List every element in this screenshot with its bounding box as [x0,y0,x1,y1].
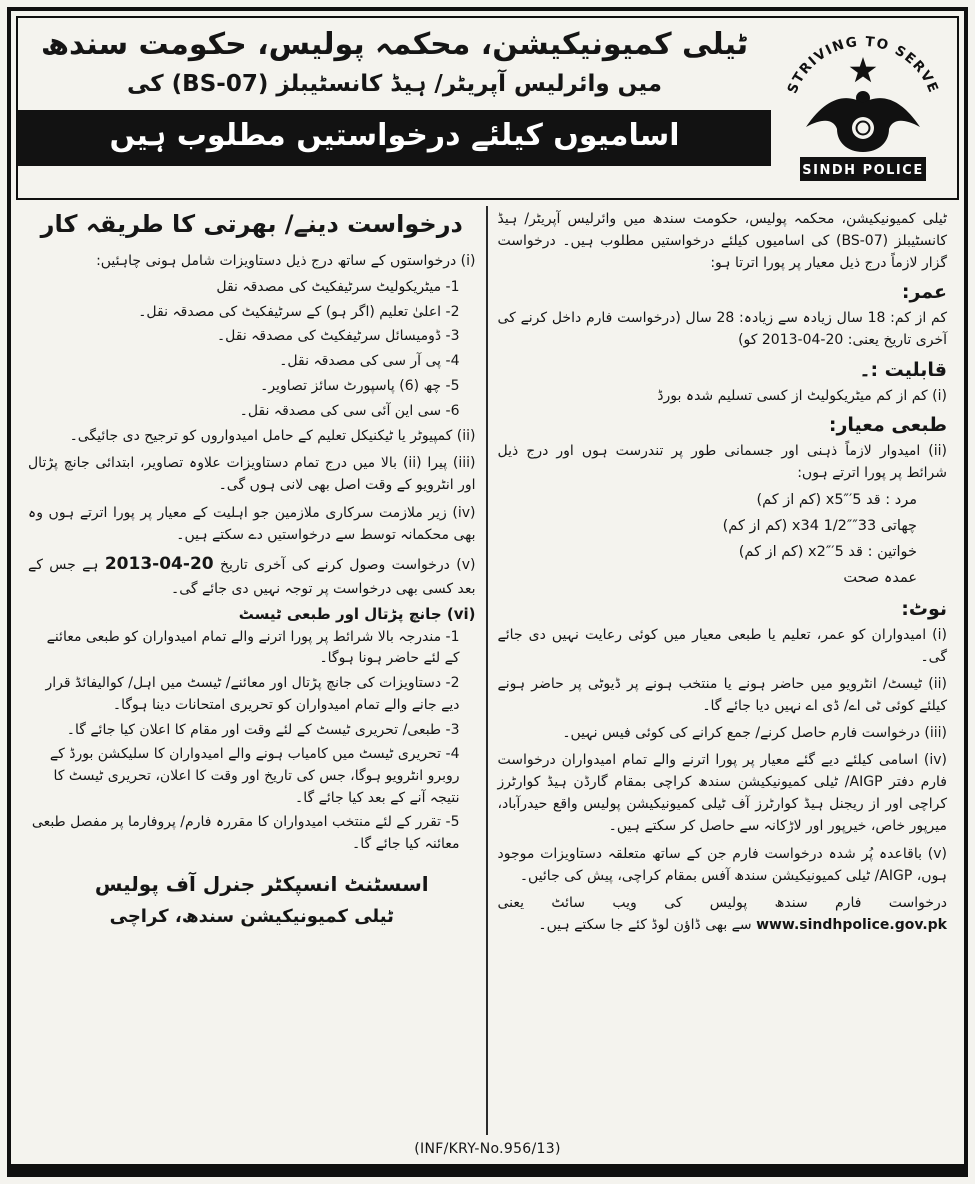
section-heading: عمر: [901,281,947,304]
spec-line: خواتین : قد 5′x2″ (کم از کم) [738,543,917,560]
website-link[interactable]: www.sindhpolice.gov.pk [756,916,947,933]
paragraph: (v) باقاعدہ پُر شدہ درخواست فارم جن کے ساتھ متعلقہ دستاویزات موجود ہوں، AIGP/ ٹیلی کمیونیکیشن سندھ آفس بمقام کراچی، پیش کی جائیں۔ [497,845,947,884]
numbered-item: 3- ڈومیسائل سرٹیفکیٹ کی مصدقہ نقل۔ [216,328,460,345]
signature-line-1: اسسٹنٹ انسپکٹر جنرل آف پولیس [94,871,429,896]
numbered-item: 6- سی این آئی سی کی مصدقہ نقل۔ [239,402,460,419]
logo-star-icon [850,57,877,82]
paragraph: (iv) اسامی کیلئے دیے گئے معیار پر پورا اترنے والے تمام امیدواران درخواست فارم دفتر AIGP/ ٹیلی کمیونیکیشن سندھ کراچی بمقام گارڈن ہیڈ کوارٹرز کراچی اور از ریجنل ہیڈ کوارٹرز آف ٹیلی کمیونیکیشن پولیس واقع حیدرآباد، میرپور خاص، خیرپور اور لاڑکانہ سے حاصل کر سکتے ہیں۔ [497,752,947,835]
section-heading: قابلیت :۔ [859,358,947,381]
spec-line: عمدہ صحت [843,569,917,586]
text-run: ہے جس کے بعد کسی بھی درخواست پر توجہ نہیں دی جائے گی۔ [28,556,476,597]
ad-title-line1: ٹیلی کمیونیکیشن، محکمہ پولیس، حکومت سندھ [40,27,749,62]
sub-section-heading: (vi) جانچ پڑتال اور طبعی ٹیسٹ [238,604,476,623]
numbered-item: 1- مندرجہ بالا شرائط پر پورا اترنے والے تمام امیدواران کو طبعی معائنے کے لئے حاضر ہونا ہوگا۔ [46,628,460,667]
numbered-item: 5- چھ (6) پاسپورٹ سائز تصاویر۔ [260,377,460,394]
numbered-item: 4- تحریری ٹیسٹ میں کامیاب ہونے والے امیدواران کا سلیکشن بورڈ کے روبرو انٹرویو ہوگا، جس کی تاریخ اور وقت کا اعلان، تحریری ٹیسٹ کا نتیجہ آنے کے بعد کیا جائے گا۔ [49,746,460,806]
sindh-police-logo [777,23,949,195]
text-run: (v) درخواست وصول کرنے کی آخری تاریخ [213,556,476,573]
deadline-date: 20-04-2013 [104,553,214,574]
numbered-item: 2- اعلیٰ تعلیم (اگر ہو) کے سرٹیفکیٹ کی مصدقہ نقل۔ [138,303,460,320]
ad-title-line2: میں وائرلیس آپریٹر/ ہیڈ کانسٹیبلز (BS-07) کی [127,70,662,97]
section-heading: طبعی معیار: [828,413,947,436]
ad-body [16,200,959,1135]
paragraph [28,551,476,600]
ad-header [16,16,959,200]
spec-line: چھاتی 33″x34 1/2″ (کم از کم) [722,517,917,534]
paragraph: (ii) کمپیوٹر یا ٹیکنیکل تعلیم کے حامل امیدواروں کو ترجیح دی جائیگی۔ [69,428,476,445]
paragraph: (i) درخواستوں کے ساتھ درج ذیل دستاویزات شامل ہونی چاہئیں: [96,253,476,269]
paragraph: (iv) زیر ملازمت سرکاری ملازمین جو اہلیت کے معیار پر پورا اترتے ہوں وہ بھی محکمانہ توسط سے درخواستیں دے سکتے ہیں۔ [28,504,476,543]
paragraph: (ii) امیدوار لازماً ذہنی اور جسمانی طور پر تندرست ہوں اور درج ذیل شرائط پر پورا اترتے ہوں: [497,442,947,481]
paragraph: (iii) پیرا (ii) بالا میں درج تمام دستاویزات علاوہ تصاویر، ابتدائی جانچ پڑتال اور انٹرویو کے وقت اصل بھی لانی ہوں گی۔ [28,455,476,494]
numbered-item: 5- تقرر کے لئے منتخب امیدواران کا مقررہ فارم/ پروفارما پر مفصل طبعی معائنہ کیا جائے گا۔ [31,814,460,852]
right-column [488,206,958,1135]
ad-header-text [18,18,771,166]
paragraph: ٹیلی کمیونیکیشن، محکمہ پولیس، حکومت سندھ میں وائرلیس آپریٹر/ ہیڈ کانسٹیبلز (BS-07) کی اسامیوں کیلئے درخواستیں مطلوب ہیں۔ درخواست گزار لازماً درج ذیل معیار پر پورا اترتا ہو: [497,211,947,272]
spec-line: مرد : قد 5′x5″ (کم از کم) [756,491,917,508]
logo-emblem-disc [852,117,874,139]
paragraph: کم از کم: 18 سال زیادہ سے زیادہ: 28 سال (درخواست فارم داخل کرنے کی آخری تاریخ یعنی: 20-04-2013 کو) [497,310,948,349]
ad-frame [7,7,968,1177]
logo-name: SINDH POLICE [802,163,924,178]
footer-reference: (INF/KRY-No.956/13) [414,1141,561,1157]
numbered-item: 1- میٹریکولیٹ سرٹیفکیٹ کی مصدقہ نقل [216,279,460,296]
numbered-item: 3- طبعی/ تحریری ٹیسٹ کے لئے وقت اور مقام کا اعلان کیا جائے گا۔ [66,721,460,738]
numbered-item: 2- دستاویزات کی جانچ پڑتال اور معائنے/ ٹیسٹ میں اہل/ کوالیفائڈ قرار دیے جانے والے تمام امیدواران کو تحریری امتحانات دینا ہوگا۔ [45,675,460,713]
paragraph: (i) امیدواران کو عمر، تعلیم یا طبعی معیار میں کوئی رعایت نہیں دی جائے گی۔ [497,626,947,665]
paragraph: (iii) درخواست فارم حاصل کرنے/ جمع کرانے کی کوئی فیس نہیں۔ [562,725,947,741]
left-column [18,206,488,1135]
paragraph: (i) کم از کم میٹریکولیٹ از کسی تسلیم شدہ بورڈ [657,387,947,404]
section-heading: نوٹ: [901,597,947,620]
paragraph: (ii) ٹیسٹ/ انٹرویو میں حاضر ہونے یا منتخب ہونے پر ڈیوٹی پر حاضر ہونے کیلئے کوئی ٹی اے/ ڈی اے نہیں دیا جائے گا۔ [497,675,947,714]
ad-banner: اسامیوں کیلئے درخواستیں مطلوب ہیں [18,110,771,166]
text-run: سے بھی ڈاؤن لوڈ کئے جا سکتے ہیں۔ [538,916,757,933]
numbered-item: 4- پی آر سی کی مصدقہ نقل۔ [279,353,460,370]
signature-line-2: ٹیلی کمیونیکیشن سندھ، کراچی [109,905,394,927]
paragraph [498,892,948,936]
column-title: درخواست دینے/ بھرتی کا طریقہ کار [40,210,463,238]
sindh-police-crest-icon [777,23,949,195]
text-run: درخواست فارم سندھ پولیس کی ویب سائٹ یعنی [497,894,947,911]
logo-motto: STRIVING TO SERVE [784,33,942,96]
